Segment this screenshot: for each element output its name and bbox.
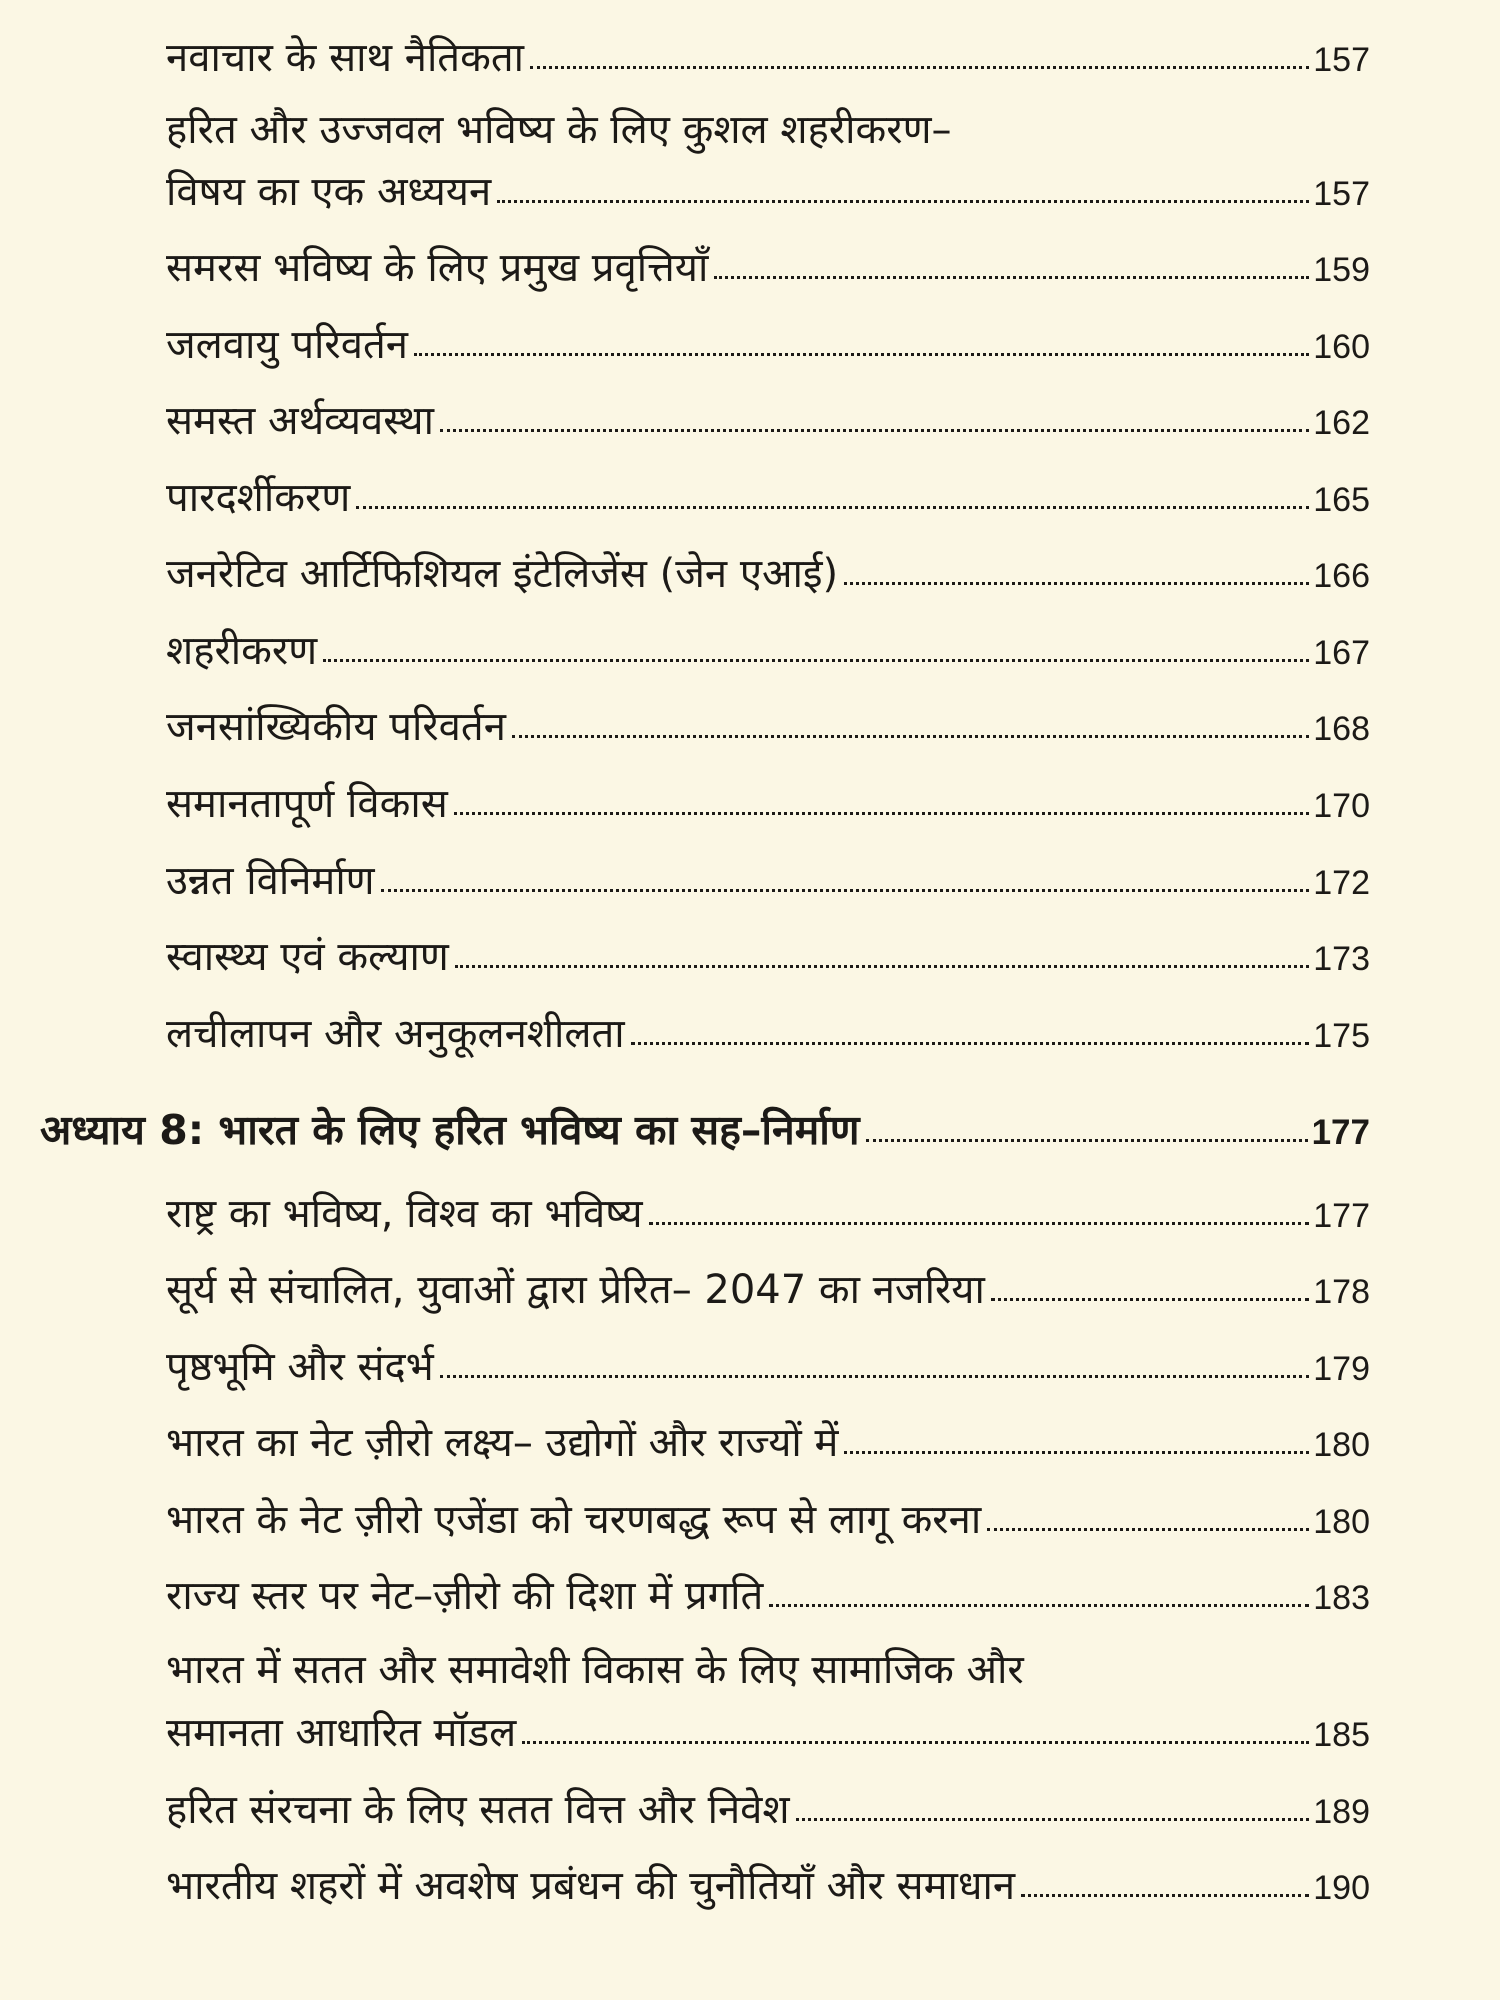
dot-leader <box>1021 1894 1309 1897</box>
toc-entry-title: राज्य स्तर पर नेट–ज़ीरो की दिशा में प्रगति <box>166 1573 764 1619</box>
toc-entry-page: 172 <box>1313 864 1370 902</box>
toc-entry <box>166 475 1370 521</box>
toc-entry <box>166 169 1370 215</box>
toc-entry <box>166 1573 1370 1619</box>
toc-entry-title-line1: हरित और उज्जवल भविष्य के लिए कुशल शहरीकरण– <box>166 107 952 153</box>
toc-entry <box>166 551 1370 597</box>
toc-entry-page: 167 <box>1313 634 1370 672</box>
toc-entry-title: भारत के नेट ज़ीरो एजेंडा को चरणबद्ध रूप से लागू करना <box>166 1497 982 1543</box>
dot-leader <box>381 889 1310 892</box>
dot-leader <box>631 1042 1310 1045</box>
toc-entry <box>166 1011 1370 1057</box>
dot-leader <box>844 1451 1309 1454</box>
toc-entry-page: 173 <box>1313 940 1370 978</box>
toc-entry-page: 185 <box>1313 1716 1370 1754</box>
toc-entry <box>166 781 1370 827</box>
toc-entry-page: 168 <box>1313 710 1370 748</box>
toc-entry <box>166 1420 1370 1466</box>
toc-entry-title: भारत का नेट ज़ीरो लक्ष्य– उद्योगों और राज्यों में <box>166 1420 839 1466</box>
toc-entry-title: हरित संरचना के लिए सतत वित्त और निवेश <box>166 1787 790 1833</box>
dot-leader <box>414 353 1309 356</box>
toc-entry-page: 162 <box>1313 404 1370 442</box>
dot-leader <box>497 200 1309 203</box>
toc-entry-title: जनसांख्यिकीय परिवर्तन <box>166 704 506 750</box>
toc-entry-page: 160 <box>1313 328 1370 366</box>
toc-entry <box>166 934 1370 980</box>
toc-entry-title: विषय का एक अध्ययन <box>166 169 492 215</box>
toc-entry-page: 180 <box>1313 1503 1370 1541</box>
toc-entry <box>166 1191 1370 1237</box>
dot-leader <box>454 812 1310 815</box>
toc-entry-page: 157 <box>1313 175 1370 213</box>
toc-entry <box>166 1710 1370 1756</box>
toc-entry <box>166 704 1370 750</box>
dot-leader <box>649 1222 1310 1225</box>
toc-entry <box>166 628 1370 674</box>
toc-entry <box>166 398 1370 444</box>
toc-entry-title: समस्त अर्थव्यवस्था <box>166 398 434 444</box>
toc-entry-page: 166 <box>1313 557 1370 595</box>
toc-entry <box>166 322 1370 368</box>
toc-entry <box>166 1344 1370 1390</box>
dot-leader <box>440 429 1309 432</box>
toc-entry-page: 183 <box>1313 1579 1370 1617</box>
toc-entry-title-line1: भारत में सतत और समावेशी विकास के लिए सामाजिक और <box>166 1647 1024 1693</box>
dot-leader <box>455 965 1309 968</box>
toc-entry-title: शहरीकरण <box>166 628 318 674</box>
toc-entry-page: 178 <box>1313 1273 1370 1311</box>
toc-entry-page: 159 <box>1313 251 1370 289</box>
dot-leader <box>991 1298 1309 1301</box>
toc-entry-page: 157 <box>1313 41 1370 79</box>
toc-entry <box>166 245 1370 291</box>
toc-entry-title: सूर्य से संचालित, युवाओं द्वारा प्रेरित– 2047 का नजरिया <box>166 1267 985 1313</box>
toc-entry-title: उन्नत विनिर्माण <box>166 858 375 904</box>
toc-entry <box>166 1787 1370 1833</box>
toc-entry-page: 179 <box>1313 1350 1370 1388</box>
dot-leader <box>356 506 1309 509</box>
toc-entry-title: समानतापूर्ण विकास <box>166 781 448 827</box>
dot-leader <box>512 735 1309 738</box>
toc-entry-title: जनरेटिव आर्टिफिशियल इंटेलिजेंस (जेन एआई) <box>166 551 839 597</box>
dot-leader <box>987 1528 1309 1531</box>
chapter-heading <box>40 1106 1370 1154</box>
toc-entry <box>166 858 1370 904</box>
toc-entry-title: जलवायु परिवर्तन <box>166 322 408 368</box>
dot-leader <box>522 1741 1309 1744</box>
dot-leader <box>530 66 1309 69</box>
toc-entry-page: 180 <box>1313 1426 1370 1464</box>
toc-entry-title: राष्ट्र का भविष्य, विश्व का भविष्य <box>166 1191 643 1237</box>
toc-entry-page: 177 <box>1313 1197 1370 1235</box>
toc-entry-title: पारदर्शीकरण <box>166 475 351 521</box>
toc-entry-title: पृष्ठभूमि और संदर्भ <box>166 1344 434 1390</box>
toc-entry <box>166 1863 1370 1909</box>
dot-leader <box>769 1604 1309 1607</box>
chapter-title: अध्याय 8: भारत के लिए हरित भविष्य का सह–निर्माण <box>40 1106 860 1154</box>
dot-leader <box>796 1818 1310 1821</box>
dot-leader <box>714 276 1309 279</box>
dot-leader <box>440 1375 1309 1378</box>
toc-entry-page: 189 <box>1313 1793 1370 1831</box>
toc-entry-title: समानता आधारित मॉडल <box>166 1710 517 1756</box>
toc-entry <box>166 1267 1370 1313</box>
toc-entry-page: 175 <box>1313 1017 1370 1055</box>
toc-entry-page: 170 <box>1313 787 1370 825</box>
toc-entry-title: समरस भविष्य के लिए प्रमुख प्रवृत्तियाँ <box>166 245 709 291</box>
toc-entry-page: 190 <box>1313 1869 1370 1907</box>
toc-entry-title: स्वास्थ्य एवं कल्याण <box>166 934 449 980</box>
dot-leader <box>844 582 1309 585</box>
chapter-page: 177 <box>1311 1113 1370 1152</box>
toc-entry <box>166 1497 1370 1543</box>
toc-entry-title: नवाचार के साथ नैतिकता <box>166 35 524 81</box>
dot-leader <box>323 659 1309 662</box>
toc-entry <box>166 35 1370 81</box>
toc-entry-title: लचीलापन और अनुकूलनशीलता <box>166 1011 625 1057</box>
dot-leader <box>866 1139 1308 1142</box>
toc-entry-title: भारतीय शहरों में अवशेष प्रबंधन की चुनौतियाँ और समाधान <box>166 1863 1016 1909</box>
toc-entry-page: 165 <box>1313 481 1370 519</box>
